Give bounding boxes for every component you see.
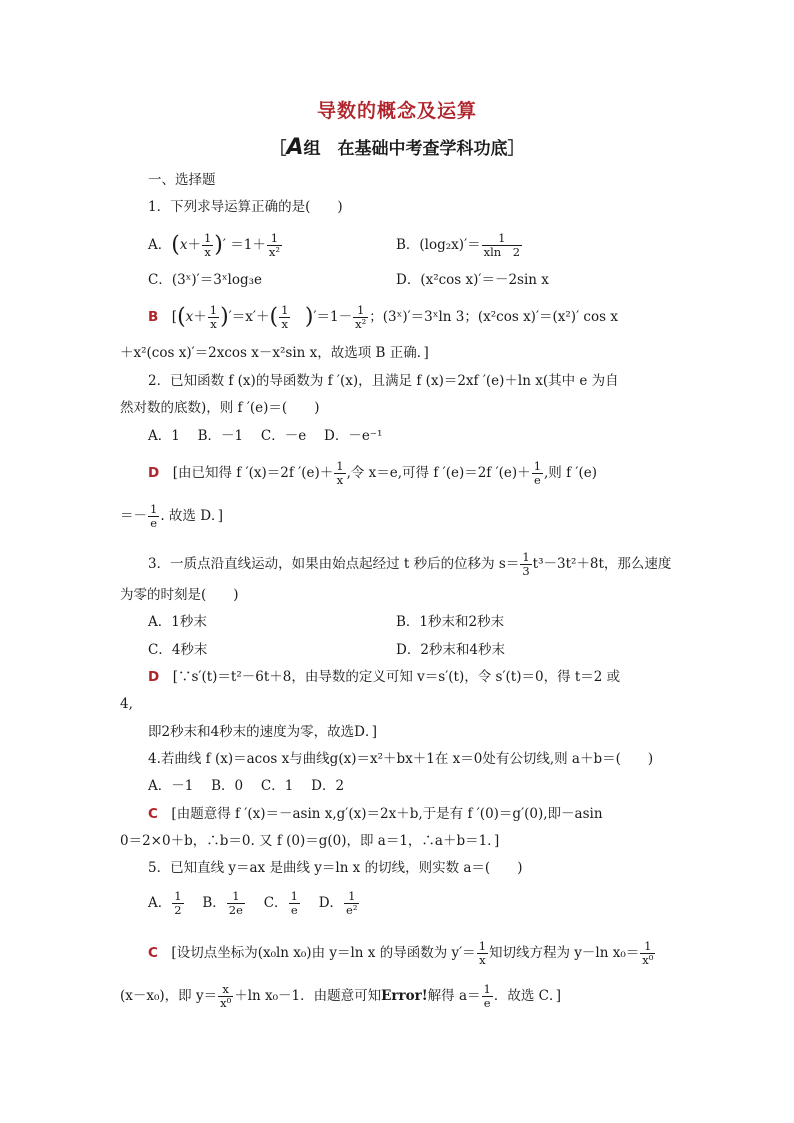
q2-answer-line2 — [120, 503, 223, 530]
q3-answer-line2: 4, — [120, 696, 133, 712]
fraction: $\frac{1}{x}$ — [203, 231, 212, 259]
q1-a-rhs: ′ ＝1＋ — [222, 237, 266, 253]
fraction: $\frac{1}{2}$ — [174, 889, 182, 917]
q1-option-c: C．(3ˣ)′＝3ˣlog₃e — [148, 272, 263, 288]
q1-stem: 1．下列求导运算正确的是( ) — [148, 199, 343, 215]
q1-ans-tail: ′＝1－ — [313, 309, 353, 325]
q1-b-label: B．(log₂x)′＝ — [396, 237, 481, 253]
q3-stem1a: 3．一质点沿直线运动，如果由始点起经过 t 秒后的位移为 s＝ — [148, 556, 520, 572]
answer-letter: C — [148, 945, 158, 961]
q2-ans2b: . 故选 D．] — [160, 508, 224, 524]
fraction: $\frac{1}{xln 2}$ — [483, 231, 521, 259]
q3-stem1b: t³－3t²＋8t，那么速度 — [532, 556, 672, 572]
q5-answer-line2 — [120, 983, 561, 1010]
q1-option-d: D．(x²cos x)′＝－2sin x — [396, 272, 549, 288]
q4-stem: 4.若曲线 f (x)＝acos x与曲线g(x)＝x²＋bx＋1在 x＝0处有公切线,则 a＋b＝( ) — [148, 751, 654, 767]
q2-ans1b: ,令 x＝e,可得 f ′(e)＝2f ′(e)＋ — [346, 465, 531, 481]
group-text: 组 在基础中考查学科功底 — [303, 139, 508, 159]
fraction: $\frac{1}{x}$ — [478, 939, 487, 967]
fraction: $\frac{1}{x}$ — [209, 303, 218, 331]
q4-answer-line2: 0＝2×0＋b，∴b＝0. 又 f (0)＝g(0)，即 a＝1，∴a＋b＝1．] — [120, 833, 500, 849]
q5-opt-c-label: C． — [263, 895, 288, 911]
q5-error-text: Error! — [381, 988, 428, 1004]
fraction: $\frac{1}{e}$ — [483, 982, 491, 1010]
q5-ans2d: ．故选 C．] — [493, 988, 561, 1004]
q3-stem-line2: 为零的时刻是( ) — [120, 587, 239, 603]
page-title: 导数的概念及运算 — [316, 100, 477, 122]
answer-letter: D — [148, 669, 160, 685]
q3-answer-line3: 即2秒末和4秒末的速度为零，故选D．] — [148, 724, 378, 740]
q1-ans-rest: ；(3ˣ)′＝3ˣln 3；(x²cos x)′＝(x²)′ cos x — [369, 309, 618, 325]
answer-letter: D — [148, 465, 160, 481]
fraction: $\frac{1}{\text{x²}}$ — [355, 303, 367, 331]
fraction: $\frac{x}{\text{x⁰}}$ — [220, 982, 232, 1010]
answer-letter: C — [148, 806, 158, 822]
q2-ans1a: [由已知得 f ′(x)＝2f ′(e)＋ — [172, 465, 334, 481]
group-letter: A — [286, 135, 304, 160]
q2-answer-line1 — [148, 460, 597, 487]
q3-option-b: B．1秒末和2秒末 — [396, 614, 505, 630]
q3-option-d: D．2秒末和4秒末 — [396, 642, 506, 658]
fraction: $\frac{1}{x}$ — [336, 459, 344, 487]
q3-option-a: A．1秒末 — [148, 614, 207, 630]
q5-ans2c: 解得 a＝ — [427, 988, 481, 1004]
q1-answer-line2: ＋x²(cos x)′＝2xcos x－x²sin x，故选项 B 正确．] — [120, 345, 429, 361]
q5-opt-d-label: D． — [318, 895, 344, 911]
q3-answer-line1 — [148, 667, 620, 687]
q3-stem-line1 — [148, 551, 671, 578]
q1-a-label: A． — [148, 237, 172, 253]
q5-opt-b-label: B． — [202, 895, 226, 911]
q4-answer-line1 — [148, 804, 603, 824]
fraction: $\frac{1}{2e}$ — [228, 889, 243, 917]
fraction: $\frac{1}{e}$ — [533, 459, 542, 487]
fraction: $\frac{1}{x}$ — [281, 303, 289, 331]
q1-ans-mid: ′＝x′＋ — [228, 309, 270, 325]
section-heading: 一、选择题 — [148, 172, 216, 188]
fraction: $\frac{1}{\text{e²}}$ — [346, 889, 358, 917]
q2-stem-line1: 2．已知函数 f (x)的导函数为 f ′(x)，且满足 f (x)＝2xf ′(e)＋ln x(其中 e 为自 — [148, 373, 619, 389]
q5-ans2b: ＋ln x₀－1．由题意可知 — [234, 988, 382, 1004]
q5-options — [148, 890, 360, 917]
q3-ans1: [∵s′(t)＝t²－6t＋8，由导数的定义可知 v＝s′(t)，令 s′(t)＝0，得 t＝2 或 — [172, 669, 621, 685]
fraction: $\frac{1}{\text{x⁰}}$ — [642, 939, 654, 967]
q4-options: A．－1 B．0 C．1 D．2 — [148, 778, 345, 794]
q2-options: A．1 B．－1 C．－e D．－e⁻¹ — [148, 428, 383, 444]
q4-ans1: [由题意得 f ′(x)＝－asin x,g′(x)＝2x＋b,于是有 f ′(0)＝g′(0),即－asin — [171, 806, 603, 822]
q5-ans1b: 知切线方程为 y－ln x₀＝ — [489, 945, 640, 961]
q3-option-c: C．4秒末 — [148, 642, 208, 658]
q2-ans2a: ＝－ — [120, 508, 147, 524]
q2-ans1c: ,则 f ′(e) — [544, 465, 597, 481]
fraction: $\frac{1}{e}$ — [290, 889, 298, 917]
fraction: $\frac{1}{3}$ — [522, 550, 530, 578]
fraction: $\frac{1}{\text{x²}}$ — [268, 231, 280, 259]
group-heading: ［A组 在基础中考查学科功底］ — [269, 135, 525, 160]
q1-option-b — [396, 232, 523, 259]
q5-answer-line1 — [148, 940, 656, 967]
answer-letter: B — [148, 309, 159, 325]
q5-ans2a: (x－x₀)，即 y＝ — [120, 988, 218, 1004]
q1-option-a: A．(x＋ $\frac{1}{x}$ )′ ＝1＋ $\frac{1}{\text{x²}}$ — [148, 231, 280, 259]
q1-answer-line1: B [(x＋ $\frac{1}{x}$ )′＝x′＋( $\frac{1}{x}$ )′＝1－ $\frac{1}{\text{x²}}$ ；(3ˣ)′＝3ˣln 3；(x²cos x)′＝(x²)′ cos x — [148, 303, 618, 331]
q2-stem-line2: 然对数的底数)，则 f ′(e)＝( ) — [120, 400, 320, 416]
fraction: $\frac{1}{e}$ — [150, 502, 158, 530]
q5-ans1a: [设切点坐标为(x₀ln x₀)由 y＝ln x 的导函数为 y′＝ — [171, 945, 476, 961]
q5-stem: 5．已知直线 y＝ax 是曲线 y＝ln x 的切线，则实数 a＝( ) — [148, 860, 523, 876]
q5-opt-a-label: A． — [148, 895, 172, 911]
